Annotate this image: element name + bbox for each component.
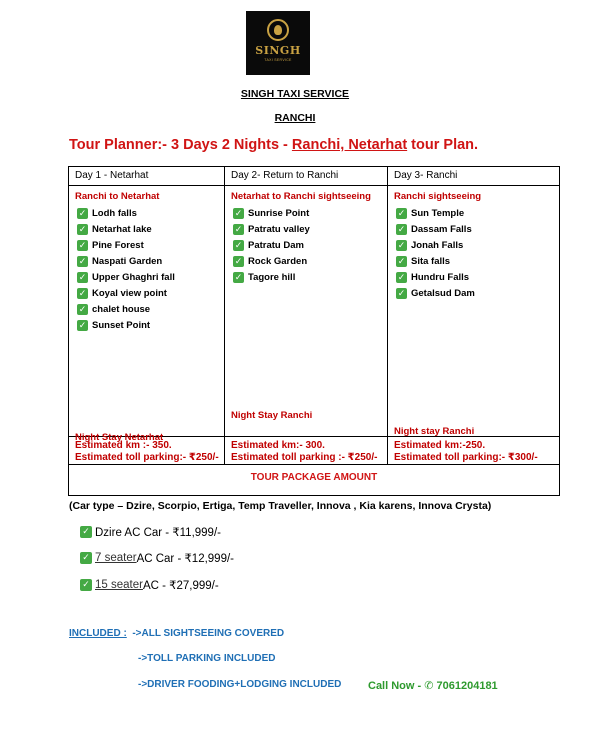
included-label: INCLUDED : xyxy=(69,628,127,639)
checkbox-checked-icon: ✓ xyxy=(80,526,92,538)
day3-route: Ranchi sightseeing xyxy=(394,191,482,202)
day3-places xyxy=(396,205,559,301)
checkbox-checked-icon: ✓ xyxy=(397,271,406,282)
list-item: ✓ Getalsud Dam xyxy=(397,287,475,299)
day1-estimates: Estimated km :- 350. Estimated toll parking:- ₹250/- xyxy=(69,437,225,465)
page-title: Tour Planner:- 3 Days 2 Nights - Ranchi, Netarhat tour Plan. xyxy=(69,137,479,153)
checkbox-checked-icon: ✓ xyxy=(78,287,87,298)
day1-plan xyxy=(69,186,225,443)
checkbox-checked-icon: ✓ xyxy=(78,255,87,266)
day2-heading: Day 2- Return to Ranchi xyxy=(225,167,388,186)
checkbox-checked-icon: ✓ xyxy=(397,255,406,266)
list-item: ✓ Koyal view point xyxy=(78,287,167,299)
list-item: ✓ Rock Garden xyxy=(234,255,308,267)
checkbox-checked-icon: ✓ xyxy=(78,223,87,234)
day1-heading: Day 1 - Netarhat xyxy=(69,167,225,186)
tour-plan-table xyxy=(68,166,560,496)
checkbox-checked-icon: ✓ xyxy=(78,239,87,250)
company-name: SINGH TAXI SERVICE xyxy=(240,88,350,100)
included-line-2: ->TOLL PARKING INCLUDED xyxy=(138,653,276,664)
included-line-1: INCLUDED : ->ALL SIGHTSEEING COVERED xyxy=(69,628,285,639)
day3-heading: Day 3- Ranchi xyxy=(388,167,560,186)
price-7-seater: ✓ 7 seater AC Car - ₹12,999/- xyxy=(80,551,234,565)
list-item: ✓ Sunrise Point xyxy=(234,207,310,219)
car-types: (Car type – Dzire, Scorpio, Ertiga, Temp Traveller, Innova , Kia karens, Innova Crysta) xyxy=(69,500,492,512)
list-item: ✓ Jonah Falls xyxy=(397,239,464,251)
list-item: ✓ Naspati Garden xyxy=(78,255,163,267)
checkbox-checked-icon: ✓ xyxy=(234,223,243,234)
list-item: ✓ Netarhat lake xyxy=(78,223,152,235)
list-item: ✓ Sunset Point xyxy=(78,319,151,331)
day2-night-stay: Night Stay Ranchi xyxy=(231,410,313,421)
logo-name: SINGH xyxy=(255,44,301,57)
checkbox-checked-icon: ✓ xyxy=(78,319,87,330)
logo xyxy=(246,11,310,75)
list-item: ✓ Patratu valley xyxy=(234,223,310,235)
checkbox-checked-icon: ✓ xyxy=(78,207,87,218)
checkbox-checked-icon: ✓ xyxy=(234,239,243,250)
checkbox-checked-icon: ✓ xyxy=(397,207,406,218)
checkbox-checked-icon: ✓ xyxy=(234,271,243,282)
day2-plan xyxy=(225,186,388,437)
day3-plan xyxy=(388,186,560,437)
city-name: RANCHI xyxy=(274,112,316,124)
day3-night-stay: Night stay Ranchi xyxy=(394,426,475,437)
checkbox-checked-icon: ✓ xyxy=(397,239,406,250)
price-15-seater: ✓ 15 seater AC - ₹27,999/- xyxy=(80,578,219,592)
checkbox-checked-icon: ✓ xyxy=(234,255,243,266)
day2-route: Netarhat to Ranchi sightseeing xyxy=(231,191,371,202)
list-item: ✓ Pine Forest xyxy=(78,239,144,251)
day2-estimates: Estimated km:- 300. Estimated toll parking :- ₹250/- xyxy=(225,437,388,465)
day1-places xyxy=(77,205,224,333)
checkbox-checked-icon: ✓ xyxy=(78,271,87,282)
day1-route: Ranchi to Netarhat xyxy=(75,191,160,202)
list-item: ✓ Lodh falls xyxy=(78,207,137,219)
list-item: ✓ Sun Temple xyxy=(397,207,465,219)
list-item: ✓ Tagore hill xyxy=(234,271,296,283)
list-item: ✓ Dassam Falls xyxy=(397,223,472,235)
checkbox-checked-icon: ✓ xyxy=(78,303,87,314)
checkbox-checked-icon: ✓ xyxy=(80,552,92,564)
list-item: ✓ Hundru Falls xyxy=(397,271,470,283)
day1-night-stay: Night Stay Netarhat xyxy=(75,432,164,443)
day3-estimates: Estimated km:-250. Estimated toll parking:- ₹300/- xyxy=(388,437,560,465)
list-item: ✓ chalet house xyxy=(78,303,151,315)
list-item: ✓ Patratu Dam xyxy=(234,239,304,251)
list-item: ✓ Sita falls xyxy=(397,255,451,267)
checkbox-checked-icon: ✓ xyxy=(80,579,92,591)
day2-places xyxy=(233,205,387,285)
checkbox-checked-icon: ✓ xyxy=(397,287,406,298)
lion-emblem-icon xyxy=(267,19,289,41)
price-dzire: ✓ Dzire AC Car - ₹11,999/- xyxy=(80,525,221,539)
included-line-3: ->DRIVER FOODING+LODGING INCLUDED xyxy=(138,679,342,690)
call-now-phone[interactable]: Call Now - ✆ 7061204181 xyxy=(368,680,498,692)
checkbox-checked-icon: ✓ xyxy=(234,207,243,218)
checkbox-checked-icon: ✓ xyxy=(397,223,406,234)
logo-subtitle: TAXI SERVICE xyxy=(264,58,292,62)
list-item: ✓ Upper Ghaghri fall xyxy=(78,271,175,283)
package-heading: TOUR PACKAGE AMOUNT xyxy=(69,465,560,496)
